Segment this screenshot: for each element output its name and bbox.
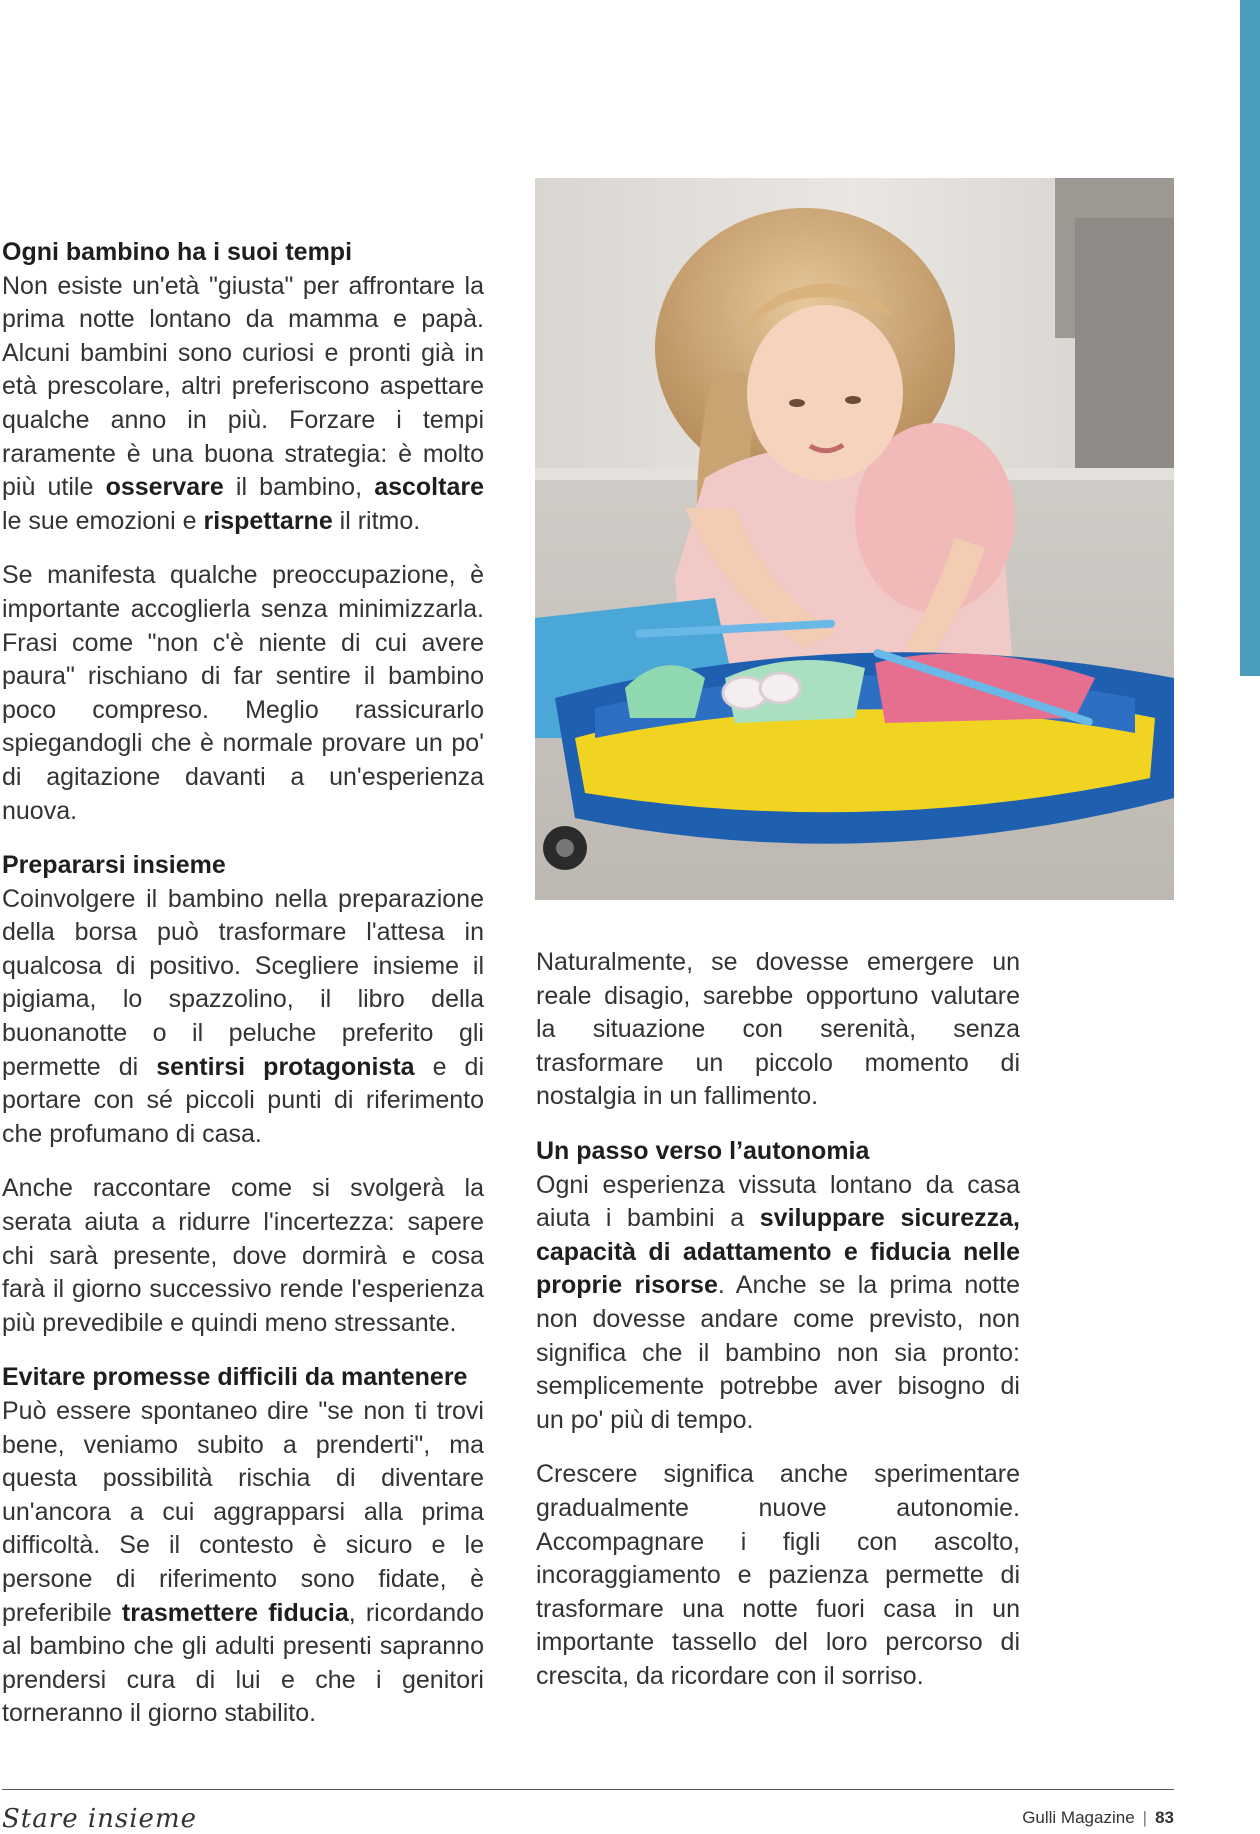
paragraph-disagio: Naturalmente, se dovesse emergere un reale disagio, sarebbe opportuno valutare la situazione con serenità, senza trasformare un piccolo momento di nostalgia in un fallimento. [536, 948, 1020, 1111]
heading-prepararsi: Prepararsi insieme [2, 851, 226, 880]
text-run: Coinvolgere il bambino nella preparazione della borsa può trasformare l'attesa in qualcosa di positivo. Scegliere insieme il pigiama, lo spazzolino, il libro della buonanotte o il peluche preferito gli permette di [2, 884, 484, 1081]
page-number: 83 [1155, 1808, 1174, 1827]
text-run: Non esiste un'età "giusta" per affrontare la prima notte lontano da mamma e papà. Alcuni bambini sono curiosi e pronti già in età prescolare, altri preferiscono aspettare qualche anno in più. Forzare i tempi raramente è una buona strategia: è molto più utile [2, 271, 484, 502]
text-run: Ogni esperienza vissuta lontano da casa aiuta i bambini a [536, 1170, 1020, 1233]
paragraph-crescere: Crescere significa anche sperimentare gradualmente nuove autonomie. Accompagnare i figli con ascolto, incoraggiamento e pazienza permette di trasformare una notte fuori casa in un importante tassello del loro percorso di crescita, da ricordare con il sorriso. [536, 1460, 1020, 1690]
text-run: e di portare con sé piccoli punti di riferimento che profumano di casa. [2, 1052, 484, 1148]
paragraph-borsa [2, 883, 484, 1152]
footer-divider [2, 1789, 1174, 1790]
accent-side-bar [1240, 0, 1260, 676]
text-run: il bambino, [223, 473, 375, 502]
left-column [2, 236, 484, 1731]
text-run: le sue emozioni e [2, 506, 204, 535]
heading-autonomia: Un passo verso l’autonomia [536, 1136, 870, 1165]
heading-ogni-bambino: Ogni bambino ha i suoi tempi [2, 238, 353, 266]
bold-osservare: osservare [105, 473, 224, 502]
heading-evitare-promesse: Evitare promesse difficili da mantenere [2, 1363, 468, 1392]
photo-illustration [535, 178, 1174, 900]
paragraph-tempi [2, 270, 484, 539]
footer-separator: | [1142, 1808, 1148, 1827]
paragraph-promesse [2, 1395, 484, 1731]
paragraph-serata: Anche raccontare come si svolgerà la serata aiuta a ridurre l'incertezza: sapere chi sarà presente, dove dormirà e cosa farà il giorno successivo rende l'esperienza più prevedibile e quindi meno stressante. [2, 1174, 484, 1337]
paragraph-esperienza [536, 1169, 1020, 1438]
photo-girl-packing-suitcase [535, 178, 1174, 900]
bold-protagonista: sentirsi protagonista [156, 1052, 415, 1081]
bold-rispettarne: rispettarne [203, 506, 333, 535]
text-run: . Anche se la prima notte non dovesse andare come previsto, non significa che il bambino non sia pronto: semplicemente potrebbe aver bisogno di un po' più di tempo. [536, 1271, 1020, 1434]
bold-ascoltare: ascoltare [374, 473, 484, 502]
paragraph-preoccupazione: Se manifesta qualche preoccupazione, è importante accoglierla senza minimizzarla. Frasi come "non c'è niente di cui avere paura" rischiano di far sentire il bambino poco compreso. Meglio rassicurarlo spiegandogli che è normale provare un po' di agitazione davanti a un'esperienza nuova. [2, 561, 484, 825]
magazine-name: Gulli Magazine [1022, 1808, 1135, 1827]
text-run: Può essere spontaneo dire "se non ti trovi bene, veniamo subito a prenderti", ma questa possibilità rischia di diventare un'ancora a cui aggrapparsi alla prima difficoltà. Se il contesto è sicuro e le persone di riferimento sono fidate, è preferibile [2, 1397, 484, 1627]
bold-sicurezza: sviluppare sicurezza, capacità di adattamento e fiducia nelle proprie risorse [536, 1204, 1020, 1300]
right-column [536, 946, 1020, 1693]
footer-section-title: Stare insieme [2, 1804, 197, 1834]
text-run: il ritmo. [332, 506, 421, 535]
bold-fiducia: trasmettere fiducia [121, 1598, 349, 1627]
text-run: , ricordando al bambino che gli adulti presenti sapranno prendersi cura di lui e che i genitori torneranno il giorno stabilito. [2, 1598, 484, 1728]
footer-page-info [1022, 1808, 1174, 1828]
